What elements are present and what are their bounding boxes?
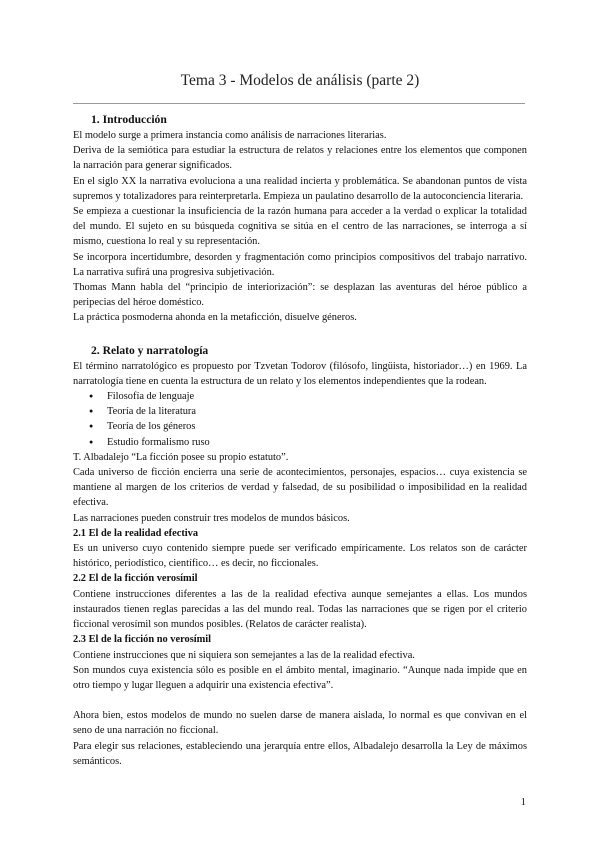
paragraph: Se empieza a cuestionar la insuficiencia de la razón humana para acceder a la verdad o explicar la totalidad del mundo. El sujeto en su búsqueda cognitiva se sitúa en el centro de las narraciones, se interroga a sí mismo, cuestiona lo real y su representación.	[73, 206, 527, 248]
paragraph: T. Albadalejo “La ficción posee su propio estatuto”.	[73, 451, 289, 463]
paragraph: Cada universo de ficción encierra una serie de acontecimientos, personajes, espacios… cuya existencia se mantiene al margen de los criterios de verdad y falsedad, de su posibilidad o imposibilidad en la realidad efectiva.	[73, 467, 527, 509]
paragraph: La práctica posmoderna ahonda en la metaficción, disuelve géneros.	[73, 312, 357, 324]
paragraph: Es un universo cuyo contenido siempre puede ser verificado empíricamente. Los relatos son de carácter histórico, periodístico, científico… es decir, no ficcionales.	[73, 543, 527, 570]
paragraph: Thomas Mann habla del “principio de interiorización”: se desplazan las aventuras del héroe público a peripecias del héroe doméstico.	[73, 282, 527, 309]
section-heading-introduccion: 1. Introducción	[91, 113, 167, 126]
subsection-heading-ficcion-no-verosimil: 2.3 El de la ficción no verosímil	[73, 634, 212, 646]
paragraph: Contiene instrucciones que ni siquiera son semejantes a las de la realidad efectiva.	[73, 649, 415, 661]
paragraph: Deriva de la semiótica para estudiar la estructura de relatos y relaciones entre los elementos que componen la narración para generar significados.	[73, 145, 527, 172]
paragraph: Ahora bien, estos modelos de mundo no suelen darse de manera aislada, lo normal es que convivan en el seno de una narración no ficcional.	[73, 710, 527, 737]
paragraph: Se incorpora incertidumbre, desorden y fragmentación como principios compositivos del trabajo narrativo. La narrativa sufirá una progresiva subjetivación.	[73, 251, 527, 278]
document-body	[73, 112, 527, 769]
title-divider	[73, 103, 525, 104]
paragraph: El modelo surge a primera instancia como análisis de narraciones literarias.	[73, 130, 387, 141]
list-item: ● Estudio formalismo ruso	[85, 435, 527, 450]
list-item: ● Filosofía de lenguaje	[85, 389, 527, 404]
paragraph: Contiene instrucciones diferentes a las de la realidad efectiva aunque semejantes a ellas. Los mundos instaurados tienen reglas parecidas a las del mundo real. Todas las narraciones que se rigen por el criterio ficcional verosímil son mundos posibles. (Relatos de carácter realista).	[73, 588, 527, 631]
paragraph: Las narraciones pueden construir tres modelos de mundos básicos.	[73, 512, 350, 524]
list-item: ● Teoría de la literatura	[85, 404, 527, 419]
subsection-heading-ficcion-verosimil: 2.2 El de la ficción verosímil	[73, 573, 198, 585]
page-title: Tema 3 - Modelos de análisis (parte 2)	[180, 72, 420, 89]
paragraph: Son mundos cuya existencia sólo es posible en el ámbito mental, imaginario. “Aunque nada impide que en otro tiempo y lugar lleguen a adquirir una existencia efectiva”.	[73, 664, 527, 691]
paragraph: El término narratológico es propuesto por Tzvetan Todorov (filósofo, lingüista, historiador…) en 1969. La narratología tiene en cuenta la estructura de un relato y los elementos independientes que la rodean.	[73, 360, 527, 387]
subsection-heading-realidad-efectiva: 2.1 El de la realidad efectiva	[73, 527, 199, 539]
paragraph: Para elegir sus relaciones, estableciendo una jerarquía entre ellos, Albadalejo desarrolla la Ley de máximos semánticos.	[73, 740, 527, 767]
list-item: ● Teoría de los géneros	[85, 419, 527, 434]
section-heading-relato-narratologia: 2. Relato y narratología	[91, 343, 209, 357]
bullet-list	[73, 389, 527, 450]
spacer	[73, 693, 527, 708]
page-number: 1	[520, 797, 526, 808]
paragraph: En el siglo XX la narrativa evoluciona a una realidad incierta y problemática. Se abandonan puntos de vista supremos y totalizadores para reinterpretarla. Empieza un paulatino desarrollo de la autoconciencia literaria.	[73, 175, 527, 202]
